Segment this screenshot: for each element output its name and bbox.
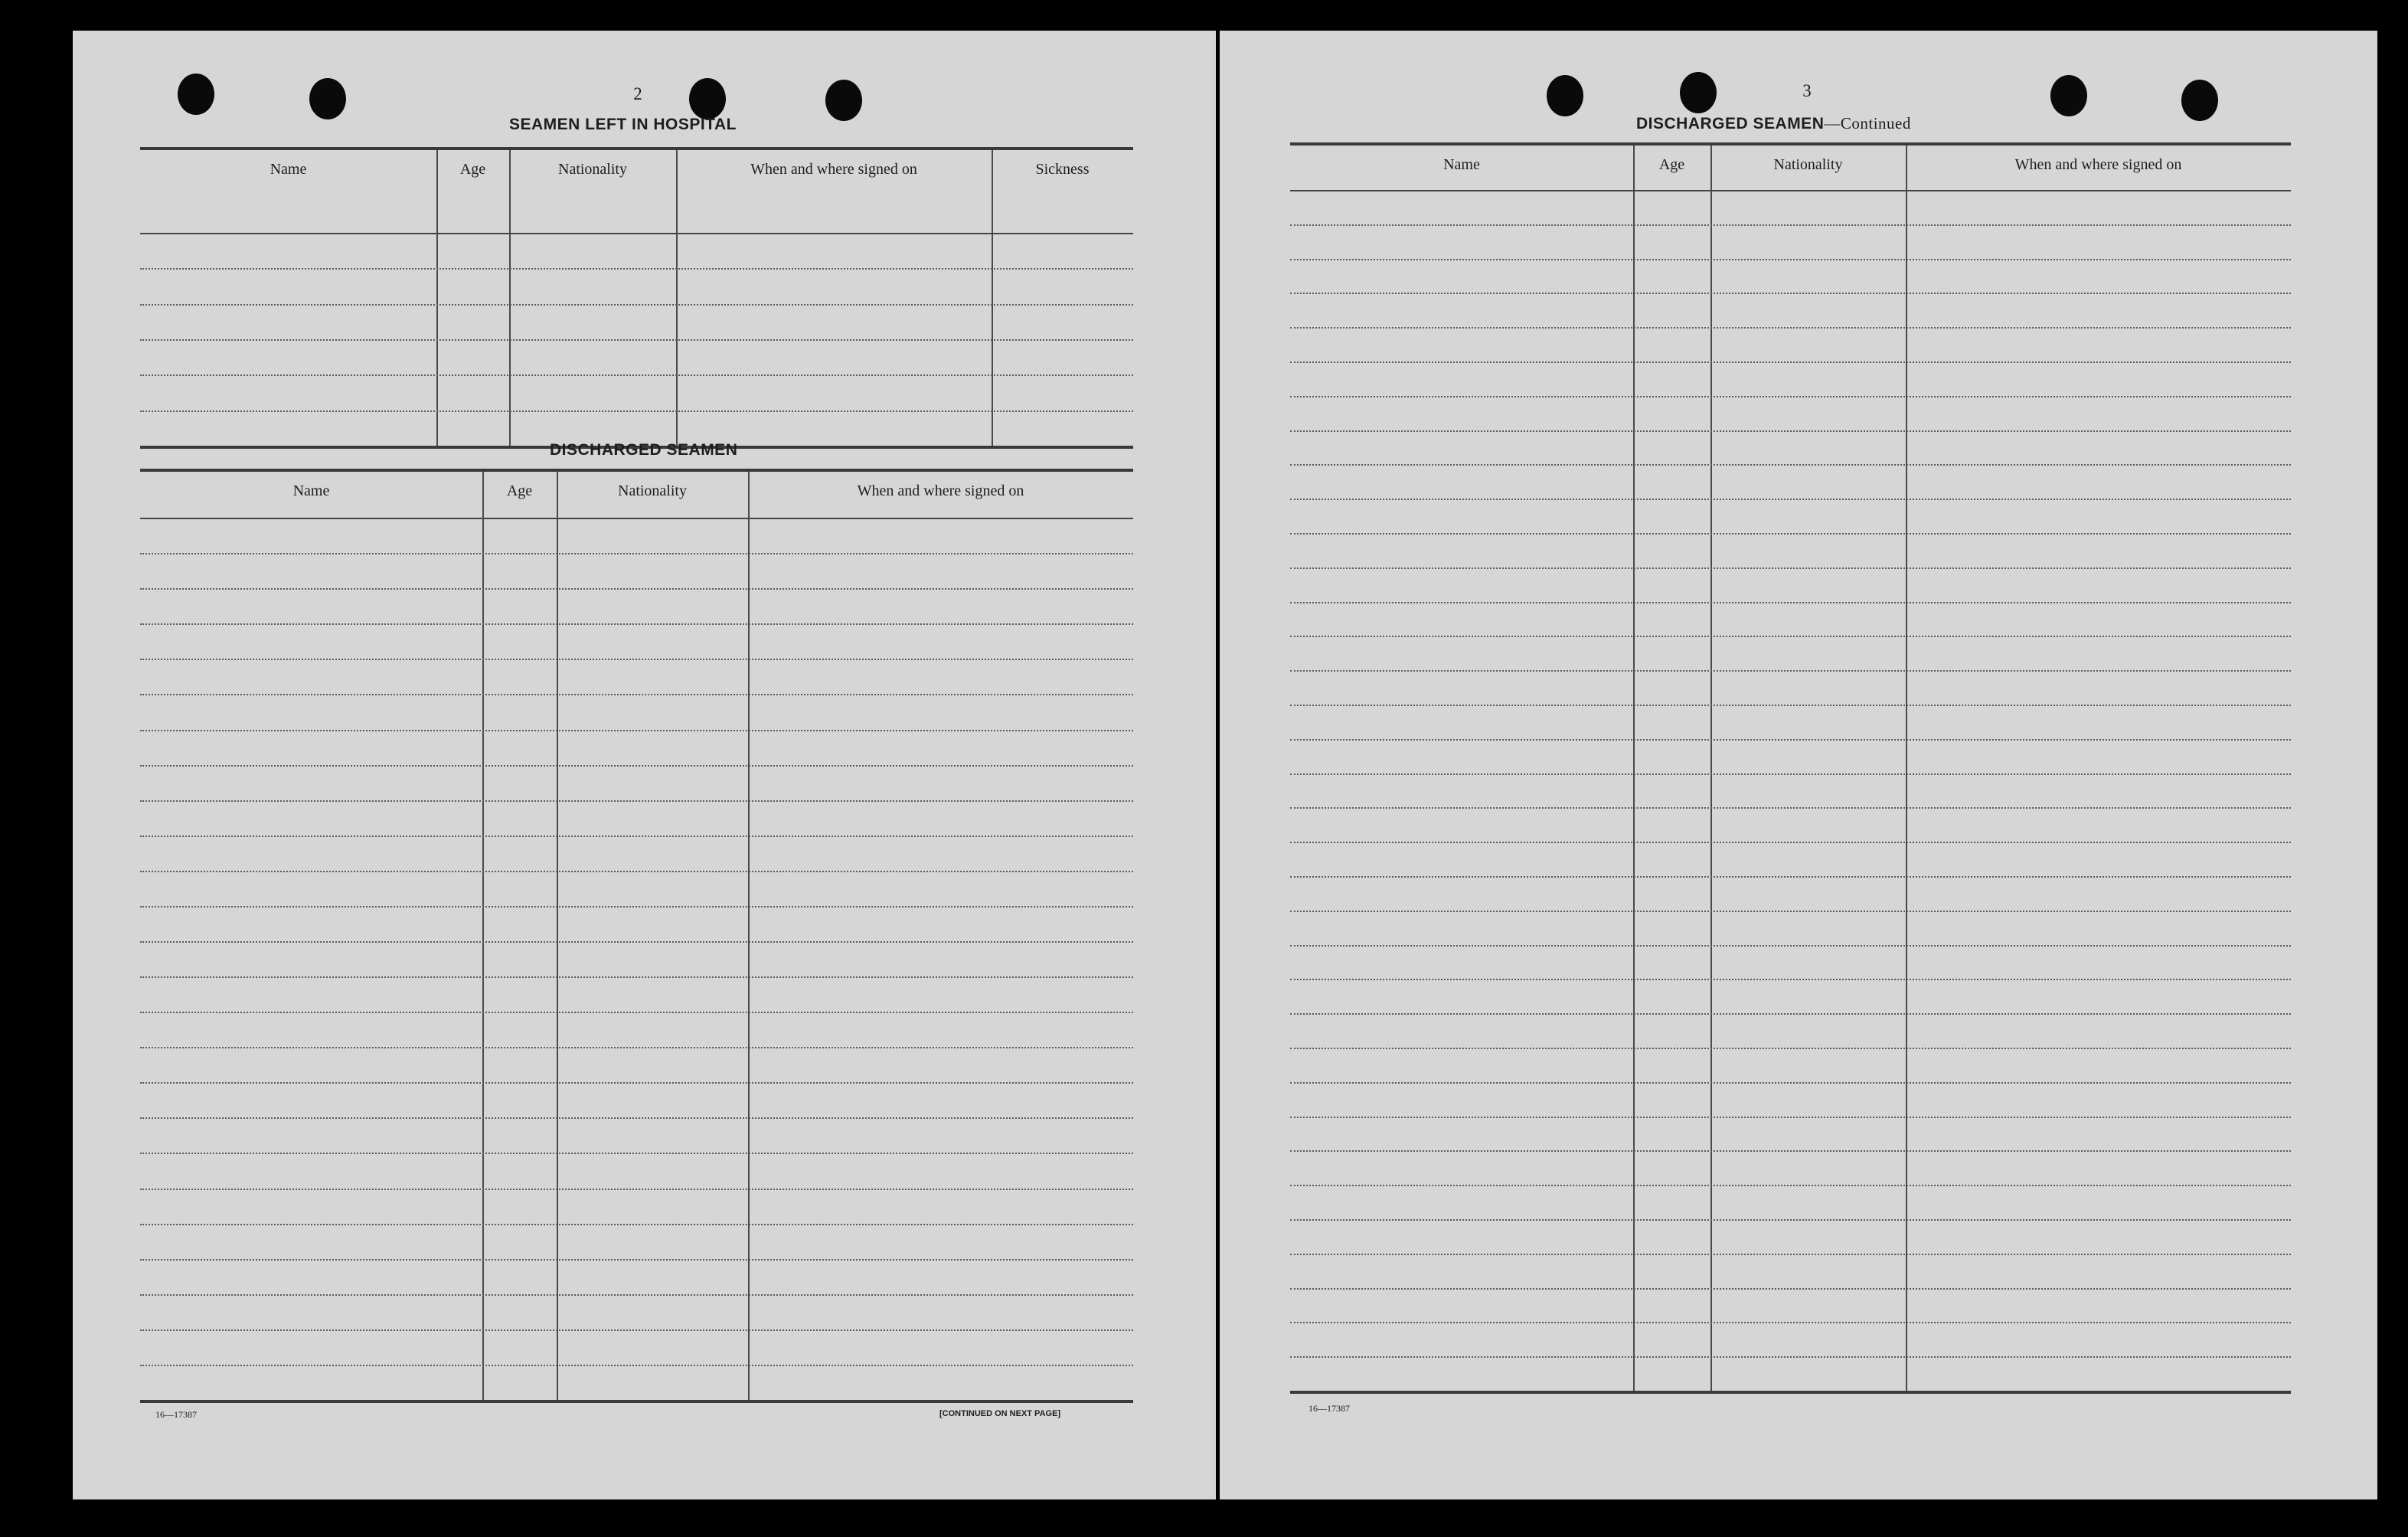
table-row	[1290, 842, 2291, 843]
table-row	[140, 268, 1133, 270]
column-header-age: Age	[506, 482, 533, 499]
right-page	[1220, 31, 2377, 1499]
table-row	[1290, 773, 2291, 775]
table-row	[1290, 327, 2291, 329]
column-header-name: Name	[270, 161, 307, 178]
table-row	[140, 906, 1133, 907]
column-header-name: Name	[1443, 156, 1480, 173]
table-row	[140, 1224, 1133, 1225]
table-row	[1290, 430, 2291, 432]
discharged-continued-table	[1290, 142, 2291, 1406]
table-row	[1290, 293, 2291, 294]
table-row	[1290, 361, 2291, 363]
table-row	[140, 1365, 1133, 1366]
table-row	[140, 659, 1133, 660]
discharged-section-title: DISCHARGED SEAMEN	[550, 441, 738, 459]
table-row	[1290, 636, 2291, 637]
column-header-age: Age	[459, 161, 486, 178]
table-row	[1290, 670, 2291, 672]
table-row	[140, 765, 1133, 767]
table-row	[140, 1294, 1133, 1296]
section-title-text: DISCHARGED SEAMEN	[1636, 115, 1825, 132]
table-row	[140, 800, 1133, 802]
table-row	[140, 588, 1133, 590]
column-header-nationality: Nationality	[558, 161, 627, 178]
column-header-sickness: Sickness	[1035, 161, 1090, 178]
column-header-age: Age	[1658, 156, 1685, 173]
table-row	[1290, 567, 2291, 569]
table-row	[140, 553, 1133, 554]
column-header-name: Name	[292, 482, 330, 499]
table-row	[1290, 396, 2291, 397]
table-row	[1290, 224, 2291, 226]
continued-note: [CONTINUED ON NEXT PAGE]	[939, 1409, 1061, 1418]
table-row	[1290, 739, 2291, 741]
discharged-continued-title	[1636, 114, 1911, 133]
table-row	[1290, 1288, 2291, 1290]
page-number: 2	[633, 84, 642, 103]
form-code: 16—17387	[155, 1409, 197, 1420]
form-code: 16—17387	[1309, 1403, 1350, 1414]
page-number: 3	[1802, 81, 1812, 100]
column-header-signed-on: When and where signed on	[750, 161, 917, 178]
table-row	[1290, 705, 2291, 706]
table-row	[1290, 911, 2291, 912]
table-row	[1290, 1356, 2291, 1358]
punch-hole	[1547, 75, 1583, 116]
table-row	[1290, 1219, 2291, 1221]
table-row	[1290, 1150, 2291, 1152]
table-row	[140, 836, 1133, 837]
table-row	[140, 1189, 1133, 1190]
table-row	[140, 1153, 1133, 1154]
column-header-nationality: Nationality	[618, 482, 687, 499]
punch-hole	[2181, 80, 2218, 121]
table-row	[140, 730, 1133, 731]
column-header-signed-on: When and where signed on	[857, 482, 1024, 499]
table-row	[1290, 945, 2291, 947]
continued-suffix: —Continued	[1824, 114, 1911, 132]
punch-hole	[2050, 75, 2087, 116]
punch-hole	[178, 74, 214, 115]
table-bottom-rule	[1290, 1391, 2291, 1394]
table-row	[140, 871, 1133, 872]
table-row	[140, 976, 1133, 978]
column-header-signed-on: When and where signed on	[2014, 156, 2182, 173]
punch-hole	[825, 80, 862, 121]
table-row	[140, 941, 1133, 943]
table-row	[1290, 876, 2291, 878]
column-header-nationality: Nationality	[1773, 156, 1843, 173]
hospital-table	[140, 147, 1133, 452]
table-row	[1290, 979, 2291, 980]
table-row	[1290, 602, 2291, 603]
table-row	[140, 374, 1133, 376]
table-row	[1290, 1322, 2291, 1323]
table-row	[1290, 499, 2291, 500]
table-row	[140, 623, 1133, 625]
table-row	[140, 1047, 1133, 1048]
table-row	[140, 1329, 1133, 1331]
table-row	[1290, 464, 2291, 466]
punch-hole	[309, 78, 346, 119]
left-page	[73, 31, 1216, 1499]
table-row	[1290, 1013, 2291, 1015]
table-row	[140, 1082, 1133, 1084]
table-row	[1290, 1048, 2291, 1049]
table-row	[140, 1012, 1133, 1013]
table-row	[1290, 1254, 2291, 1255]
table-row	[1290, 1082, 2291, 1084]
table-row	[140, 1259, 1133, 1261]
hospital-section-title: SEAMEN LEFT IN HOSPITAL	[509, 116, 737, 133]
table-row	[1290, 259, 2291, 260]
punch-hole	[1680, 72, 1717, 113]
discharged-table	[140, 469, 1133, 1406]
table-row	[140, 410, 1133, 412]
table-row	[1290, 1185, 2291, 1186]
punch-hole	[689, 78, 726, 119]
table-row	[1290, 1117, 2291, 1118]
table-bottom-rule	[140, 1400, 1133, 1403]
table-row	[140, 1117, 1133, 1119]
table-row	[1290, 533, 2291, 535]
table-row	[140, 694, 1133, 695]
table-row	[140, 304, 1133, 306]
table-row	[1290, 807, 2291, 809]
table-row	[140, 339, 1133, 341]
